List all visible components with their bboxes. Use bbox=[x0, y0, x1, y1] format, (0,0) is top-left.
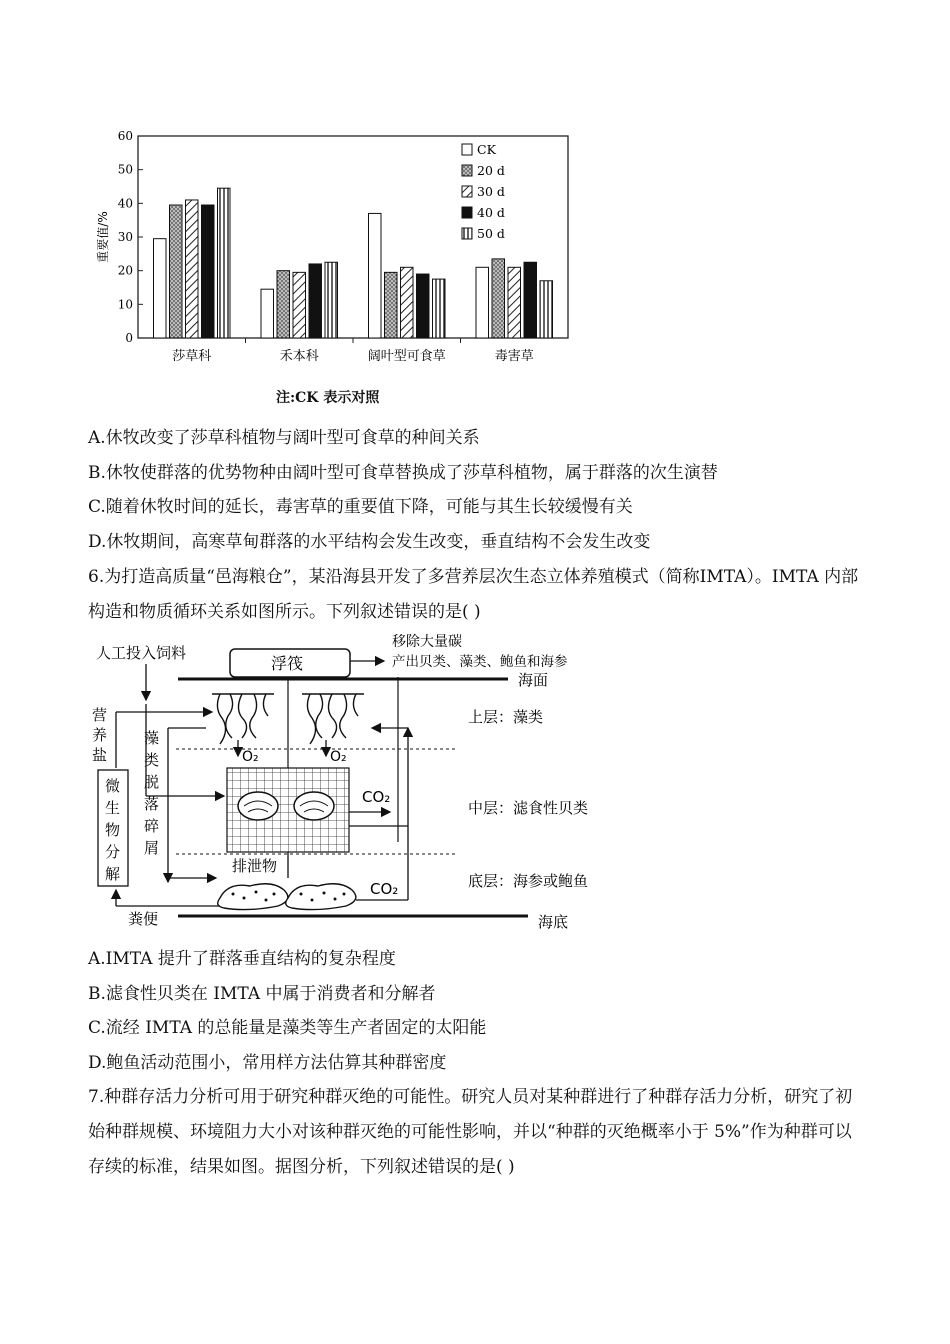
legend-swatch-1 bbox=[462, 165, 472, 176]
nutrient-char-2: 养 bbox=[92, 726, 108, 744]
bar-0-1 bbox=[170, 205, 183, 338]
q7-stem: 7.种群存活力分析可用于研究种群灭绝的可能性。研究人员对某种群进行了种群存活力分析，研究了初始种群规模、环境阻力大小对该种群灭绝的可能性影响，并以“种群的灭绝概率小于 5%”作为种群可以存续的标准，结果如图。据图分析，下列叙述错误的是( ) bbox=[88, 1087, 853, 1177]
y-tick-label: 50 bbox=[117, 162, 133, 177]
bar-2-2 bbox=[401, 267, 414, 338]
microbe-char-2: 生 bbox=[105, 799, 121, 817]
remove-carbon-label: 移除大量碳 bbox=[392, 634, 462, 650]
x-tick-label: 禾本科 bbox=[279, 349, 319, 364]
legend-label-0: CK bbox=[477, 142, 496, 157]
nutrient-char-1: 营 bbox=[92, 706, 108, 724]
layer-middle-label: 中层：滤食性贝类 bbox=[468, 799, 589, 817]
bar-chart-svg bbox=[95, 118, 595, 418]
microbe-char-4: 分 bbox=[105, 843, 121, 861]
raft-label: 浮筏 bbox=[271, 654, 304, 673]
importance-value-chart bbox=[95, 118, 595, 418]
imta-diagram bbox=[88, 628, 618, 936]
algae-right-icon bbox=[302, 694, 364, 744]
y-tick-label: 0 bbox=[125, 331, 133, 345]
q5-option-b: B.休牧使群落的优势物种由阔叶型可食草替换成了莎草科植物，属于群落的次生演替 bbox=[88, 463, 718, 483]
microbe-char-5: 解 bbox=[105, 865, 121, 883]
debris-char-2: 类 bbox=[144, 751, 160, 769]
q5-option-c: C.随着休牧时间的延长，毒害草的重要值下降，可能与其生长较缓慢有关 bbox=[88, 497, 633, 517]
bar-2-0 bbox=[369, 213, 382, 338]
q6-option-a: A.IMTA 提升了群落垂直结构的复杂程度 bbox=[88, 949, 396, 969]
bar-0-4 bbox=[218, 188, 231, 338]
q6-option-b: B.滤食性贝类在 IMTA 中属于消费者和分解者 bbox=[88, 984, 436, 1004]
legend-swatch-2 bbox=[462, 186, 472, 197]
legend-swatch-4 bbox=[462, 228, 472, 239]
x-tick-label: 阔叶型可食草 bbox=[367, 349, 446, 364]
chart-note: 注:CK 表示对照 bbox=[276, 390, 380, 406]
q5-option-d: D.休牧期间，高寒草甸群落的水平结构会发生改变，垂直结构不会发生改变 bbox=[88, 532, 651, 552]
products-label: 产出贝类、藻类、鲍鱼和海参 bbox=[392, 654, 568, 670]
bar-3-3 bbox=[524, 262, 537, 338]
algae-left-icon bbox=[212, 694, 274, 744]
excreta-label: 排泄物 bbox=[232, 857, 278, 875]
q5-option-a: A.休牧改变了莎草科植物与阔叶型可食草的种间关系 bbox=[88, 428, 480, 448]
debris-char-5: 碎 bbox=[144, 817, 160, 835]
q6-stem: 6.为打造高质量“邑海粮仓”，某沿海县开发了多营养层次生态立体养殖模式（简称IMTA）。IMTA 内部构造和物质循环关系如图所示。下列叙述错误的是( ) bbox=[88, 567, 859, 622]
legend-label-1: 20 d bbox=[477, 163, 505, 178]
legend-swatch-0 bbox=[462, 144, 472, 155]
bar-3-0 bbox=[476, 267, 489, 338]
microbe-char-3: 物 bbox=[105, 821, 121, 839]
legend-label-2: 30 d bbox=[477, 184, 505, 199]
q6-option-c: C.流经 IMTA 的总能量是藻类等生产者固定的太阳能 bbox=[88, 1018, 487, 1038]
debris-char-3: 脱 bbox=[144, 773, 160, 791]
bar-0-2 bbox=[186, 200, 199, 338]
sea-surface-label: 海面 bbox=[518, 671, 549, 689]
bar-1-0 bbox=[261, 289, 274, 338]
bar-1-4 bbox=[325, 262, 338, 338]
bar-0-0 bbox=[154, 239, 167, 338]
bar-3-1 bbox=[492, 259, 505, 338]
bar-2-3 bbox=[417, 274, 430, 338]
feces-label: 粪便 bbox=[128, 910, 159, 928]
y-tick-label: 60 bbox=[117, 129, 133, 143]
bar-3-2 bbox=[508, 267, 521, 338]
layer-top-label: 上层：藻类 bbox=[468, 708, 544, 726]
q6-option-d: D.鲍鱼活动范围小，常用样方法估算其种群密度 bbox=[88, 1053, 447, 1073]
y-tick-label: 20 bbox=[117, 263, 133, 278]
bar-1-1 bbox=[277, 271, 290, 338]
bar-2-4 bbox=[433, 279, 446, 338]
sea-cucumber-icon-right bbox=[286, 884, 356, 910]
co2-label-mid: CO₂ bbox=[362, 788, 391, 806]
bar-2-1 bbox=[385, 272, 398, 338]
bar-0-3 bbox=[202, 205, 215, 338]
seabed-label: 海底 bbox=[538, 913, 569, 931]
legend-label-3: 40 d bbox=[477, 205, 505, 220]
y-axis-label: 重要值/% bbox=[96, 211, 110, 263]
bar-3-4 bbox=[540, 281, 553, 338]
co2-label-bottom: CO₂ bbox=[370, 880, 399, 898]
o2-label-left: O₂ bbox=[242, 749, 259, 765]
imta-diagram-svg bbox=[88, 628, 618, 936]
x-tick-label: 毒害草 bbox=[494, 349, 534, 364]
sea-cucumber-icon-left bbox=[218, 884, 288, 910]
microbe-char-1: 微 bbox=[105, 777, 121, 795]
debris-char-6: 屑 bbox=[144, 839, 160, 857]
debris-char-4: 落 bbox=[144, 795, 160, 813]
nutrient-char-3: 盐 bbox=[92, 746, 108, 764]
y-tick-label: 30 bbox=[117, 230, 133, 244]
debris-char-1: 藻 bbox=[144, 729, 160, 747]
x-tick-label: 莎草科 bbox=[172, 349, 212, 364]
bar-1-2 bbox=[293, 272, 306, 338]
feed-label: 人工投入饲料 bbox=[96, 644, 187, 662]
o2-label-right: O₂ bbox=[330, 749, 347, 765]
legend-swatch-3 bbox=[462, 207, 472, 218]
y-tick-label: 10 bbox=[117, 297, 133, 312]
y-tick-label: 40 bbox=[117, 196, 133, 211]
legend-label-4: 50 d bbox=[477, 226, 505, 241]
bar-1-3 bbox=[309, 264, 322, 338]
layer-bottom-label: 底层：海参或鲍鱼 bbox=[468, 872, 589, 890]
